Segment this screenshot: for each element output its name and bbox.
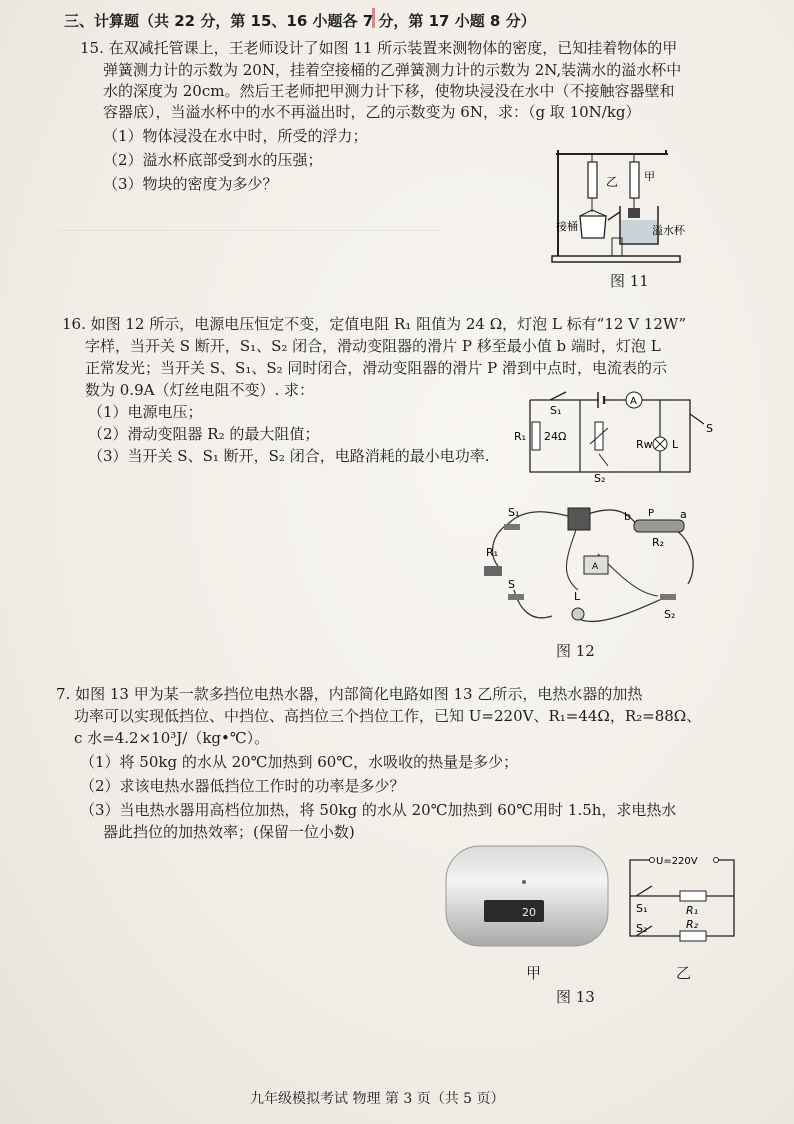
label-r1: R₁ [686, 904, 699, 917]
label-s1-phys: S₁ [508, 506, 520, 519]
resistor-r2 [680, 931, 706, 941]
q17-sub: （2）求该电热水器低挡位工作时的功率是多少？ [80, 777, 405, 795]
caption-fig13: 图 13 [556, 988, 595, 1006]
label-r1-value: 24Ω [544, 430, 567, 443]
q15-line: 容器底），当溢水杯中的水不再溢出时，乙的示数变为 6N，求：（g 取 10N/kg） [103, 103, 641, 121]
label-overflow: 溢水杯 [652, 224, 685, 237]
battery-gap [599, 397, 603, 403]
caption-fig11: 图 11 [610, 272, 649, 290]
figure-13-circuit [622, 846, 742, 946]
figure-12-schematic [510, 380, 720, 486]
label-a-end: a [680, 508, 687, 521]
q15-sub: （1）物体浸没在水中时，所受的浮力； [103, 127, 368, 145]
label-s-phys: S [508, 578, 515, 591]
caption-fig12: 图 12 [556, 642, 595, 660]
label-r1: R₁ [514, 430, 527, 443]
spring-scale-jia [630, 162, 639, 198]
label-s2: S₂ [594, 472, 606, 485]
label-yi-fig13: 乙 [676, 964, 692, 982]
label-jia: 甲 [644, 170, 655, 183]
figure-12-physical [468, 494, 708, 638]
resistor-r1-phys [484, 566, 502, 576]
heater-display: 20 [522, 906, 536, 919]
q16-sub: （1）电源电压； [88, 403, 203, 421]
meter-label: A [592, 562, 599, 572]
switch-s-phys [508, 594, 524, 600]
switch-s [690, 414, 704, 424]
section-title: 三、计算题（共 22 分，第 15、16 小题各 7 分，第 17 小题 8 分） [64, 12, 536, 30]
switch-s2-phys [660, 594, 676, 600]
switch-s1-phys [504, 524, 520, 530]
label-r1-phys: R₁ [486, 546, 499, 559]
spout [608, 212, 620, 220]
q15-line: 水的深度为 20cm。然后王老师把甲测力计下移，使物块浸没在水中（不接触容器壁和 [103, 82, 675, 100]
bucket-handle [592, 210, 606, 216]
label-jietong [556, 219, 578, 233]
label-l: L [672, 438, 679, 451]
label-l-phys: L [574, 590, 581, 603]
terminal [650, 858, 655, 863]
q17-sub: 器此挡位的加热效率；(保留一位小数) [103, 823, 355, 841]
label-s2: S₂ [636, 922, 648, 935]
resistor-r1 [680, 891, 706, 901]
ammeter-label: A [630, 396, 637, 407]
q16-line: 正常发光；当开关 S、S₁、S₂ 同时闭合，滑动变阻器的滑片 P 滑到中点时，电流表的示 [85, 359, 668, 377]
q15-sub: （3）物块的密度为多少？ [103, 175, 278, 193]
label-s: S [706, 422, 713, 435]
switch-s1 [550, 392, 566, 400]
label-rw: Rw [636, 438, 653, 451]
battery-box [568, 508, 590, 530]
object-block [628, 208, 640, 218]
q17-sub: （3）当电热水器用高档位加热，将 50kg 的水从 20℃加热到 60℃用时 1.5h，求电热水 [80, 801, 677, 819]
label-p: P [648, 508, 655, 519]
terminal [714, 858, 719, 863]
catch-bucket [580, 216, 606, 238]
label-voltage: U=220V [656, 856, 698, 867]
label-yi: 乙 [606, 175, 619, 189]
figure-13-heater [442, 840, 612, 952]
heater-body [446, 846, 608, 946]
q16-line: 数为 0.9A（灯丝电阻不变）. 求： [85, 381, 314, 399]
label-jietong-text: 接桶 [556, 220, 578, 233]
label-r2: R₂ [686, 918, 699, 931]
q16-line: 字样，当开关 S 断开，S₁、S₂ 闭合，滑动变阻器的滑片 P 移至最小值 b 端时，灯泡 L [85, 337, 661, 355]
label-jia-fig13: 甲 [526, 964, 542, 982]
spring-scale-yi [588, 162, 597, 198]
bucket-handle [580, 210, 592, 216]
page-footer: 九年级模拟考试 物理 第 3 页（共 5 页） [250, 1091, 505, 1107]
figure-11 [548, 140, 708, 270]
q17-line: 7. 如图 13 甲为某一款多挡位电热水器，内部简化电路如图 13 乙所示，电热水器的加热 [56, 685, 643, 703]
label-s2-phys: S₂ [664, 608, 676, 621]
switch-s1 [636, 886, 652, 896]
q15-sub: （2）溢水杯底部受到水的压强； [103, 151, 323, 169]
q17-line: c 水=4.2×10³J/（kg•℃）。 [74, 729, 270, 747]
label-s1: S₁ [636, 902, 648, 915]
q17-sub: （1）将 50kg 的水从 20℃加热到 60℃，水吸收的热量是多少； [80, 753, 519, 771]
q16-sub: （3）当开关 S、S₁ 断开，S₂ 闭合，电路消耗的最小电功率. [88, 447, 490, 465]
q15-line: 弹簧测力计的示数为 20N，挂着空接桶的乙弹簧测力计的示数为 2N,装满水的溢水杯中 [103, 61, 682, 79]
resistor-r1 [532, 422, 540, 450]
q17-line: 功率可以实现低挡位、中挡位、高挡位三个挡位工作，已知 U=220V、R₁=44Ω，R₂=88Ω、 [74, 707, 702, 725]
q16-line: 16. 如图 12 所示，电源电压恒定不变，定值电阻 R₁ 阻值为 24 Ω，灯泡 L 标有“12 V 12W” [62, 315, 687, 333]
label-r2: R₂ [652, 536, 665, 549]
switch-s2 [599, 454, 608, 466]
lamp-phys [572, 608, 584, 620]
q16-sub: （2）滑动变阻器 R₂ 的最大阻值； [88, 425, 320, 443]
q15-line: 15. 在双减托管课上，王老师设计了如图 11 所示装置来测物体的密度，已知挂着物体的甲 [80, 39, 678, 57]
stand-base [552, 256, 680, 262]
label-b: b [624, 510, 631, 523]
rheostat-body [634, 520, 684, 532]
bleed-through [60, 220, 480, 280]
label-s1: S₁ [550, 404, 562, 417]
heater-dot [522, 880, 526, 884]
wire [566, 524, 658, 596]
